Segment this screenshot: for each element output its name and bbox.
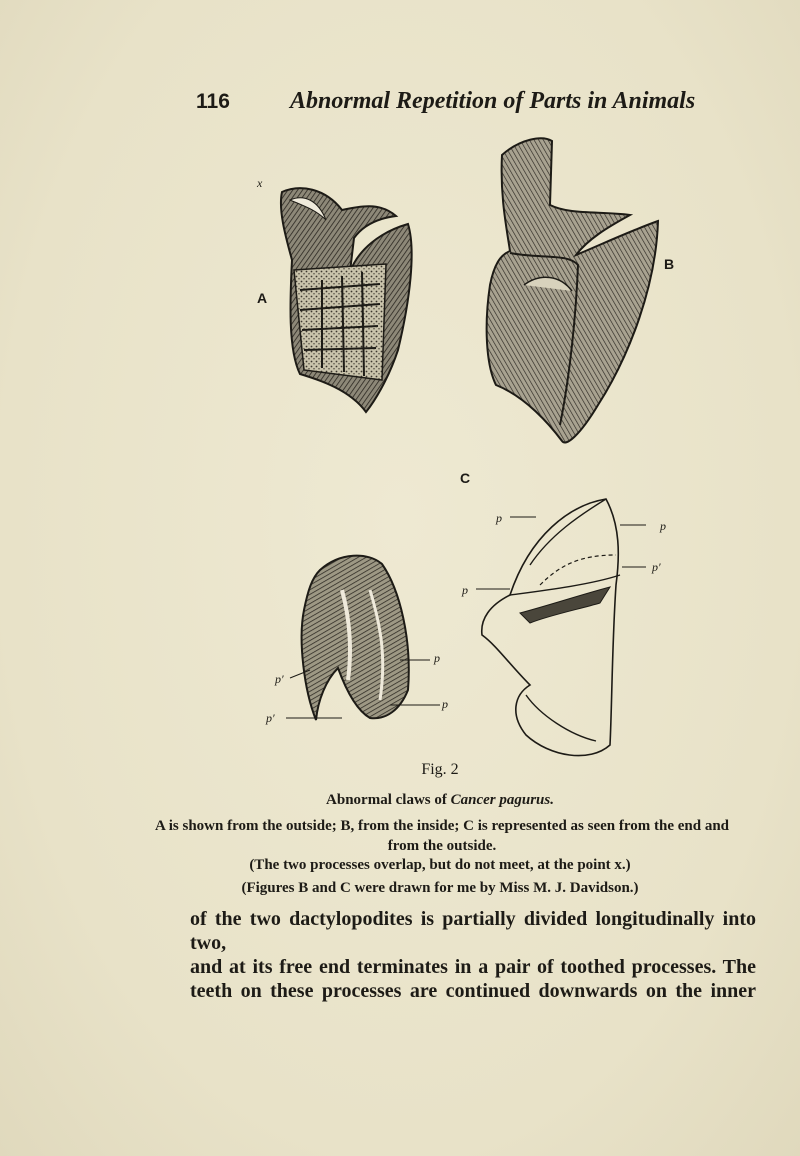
body-line-2: and at its free end terminates in a pair of toothed processes. The [190, 956, 756, 978]
figure-title-species: Cancer pagurus. [450, 792, 554, 808]
figure-description: A is shown from the outside; B, from the inside; C is represented as seen from the end and from the outside. [154, 818, 730, 854]
body-line-1: of the two dactylopodites is partially divided longitudinally into two, [190, 908, 756, 954]
figure-letter-a: A [257, 290, 268, 306]
running-head [196, 90, 756, 124]
label-p-bottom: p [442, 697, 448, 711]
running-title: Abnormal Repetition of Parts in Animals [290, 88, 696, 114]
label-p-prime-right: p′ [652, 560, 661, 574]
figure-a-claw [270, 180, 420, 415]
label-x: x [257, 176, 263, 190]
label-p-top-right: p [660, 519, 666, 533]
figure-number: Fig. 2 [421, 761, 459, 778]
figure-note-2: (Figures B and C were drawn for me by Miss M. J. Davidson.) [241, 880, 639, 896]
label-p-prime-left: p′ [275, 672, 284, 686]
body-line-3: teeth on these processes are continued downwards on the inner [190, 980, 756, 1002]
body-paragraph [190, 907, 756, 1003]
page-number: 116 [196, 90, 230, 113]
label-p-top: p [496, 511, 502, 525]
label-p-c-left2: p [462, 583, 468, 597]
figure-b-claw [480, 135, 660, 450]
figure-c-claw-outline [470, 495, 680, 765]
figure-c-leader-lines [270, 630, 470, 730]
label-p-prime-low: p′ [266, 711, 275, 725]
figure-title [150, 790, 730, 810]
figure-note-1: (The two processes overlap, but do not meet, at the point x.) [249, 857, 631, 873]
figure-title-prefix: Abnormal claws of [326, 792, 451, 808]
label-p-c-left: p [434, 651, 440, 665]
figure-letter-c: C [460, 470, 471, 486]
figure-letter-b: B [664, 256, 675, 272]
